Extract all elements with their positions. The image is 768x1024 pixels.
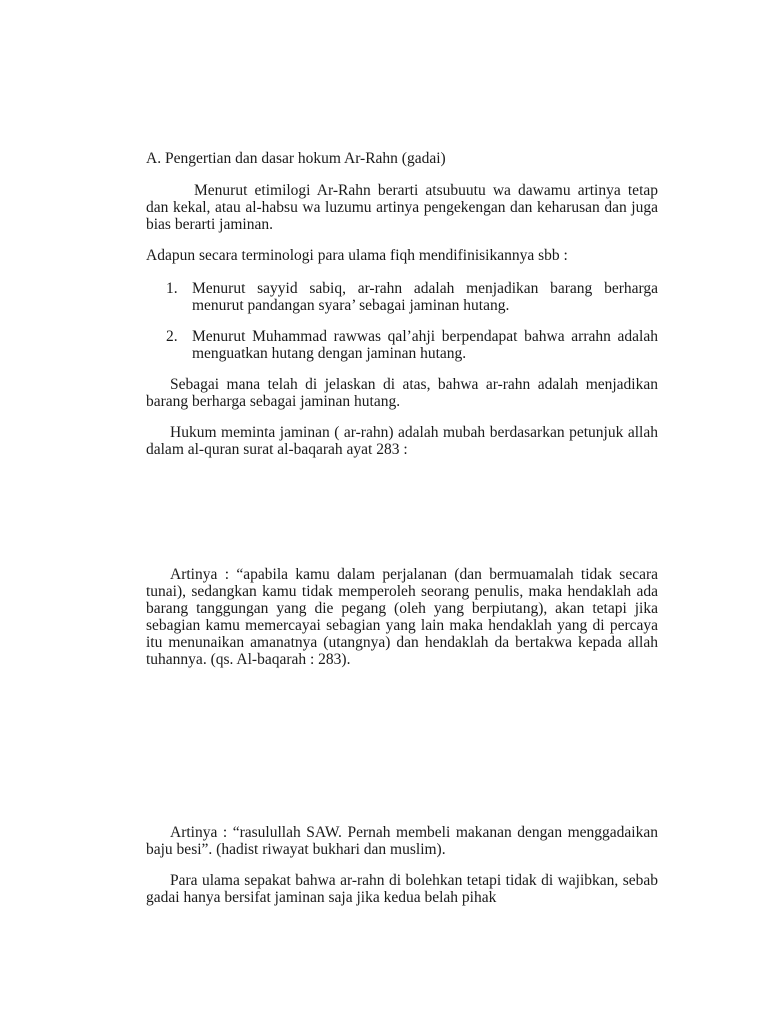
paragraph-etimologi: Menurut etimilogi Ar-Rahn berarti atsubuutu wa dawamu artinya tetap dan kekal, atau al-habsu wa luzumu artinya pengekengan dan keharusan dan juga bias berarti jaminan. [146,182,658,233]
paragraph-artinya-ayat: Artinya : “apabila kamu dalam perjalanan (dan bermuamalah tidak secara tunai), sedangkan kamu tidak memperoleh seorang penulis, maka hendaklah ada barang tanggungan yang die pegang (oleh yang berpiutang), akan tetapi jika sebagian kamu memercayai sebagian yang lain maka hendaklah yang di percaya itu menunaikan amanatnya (utangnya) dan hendaklah da bertakwa kepada allah tuhannya. (qs. Al-baqarah : 283). [146,566,658,668]
list-item [166,280,658,314]
section-heading: A. Pengertian dan dasar hokum Ar-Rahn (gadai) [146,150,446,167]
list-item [166,328,658,362]
list-number: 2. [166,328,178,345]
paragraph-artinya-hadist: Artinya : “rasulullah SAW. Pernah membeli makanan dengan menggadaikan baju besi”. (hadist riwayat bukhari dan muslim). [146,824,658,858]
list-text: Menurut Muhammad rawwas qal’ahji berpendapat bahwa arrahn adalah menguatkan hutang dengan jaminan hutang. [192,328,658,362]
paragraph-ulama: Para ulama sepakat bahwa ar-rahn di bolehkan tetapi tidak di wajibkan, sebab gadai hanya bersifat jaminan saja jika kedua belah pihak [146,872,658,906]
paragraph-hukum: Hukum meminta jaminan ( ar-rahn) adalah mubah berdasarkan petunjuk allah dalam al-quran surat al-baqarah ayat 283 : [146,424,658,458]
paragraph-terminologi-intro: Adapun secara terminologi para ulama fiqh mendifinisikannya sbb : [146,247,568,264]
list-number: 1. [166,280,178,297]
list-text: Menurut sayyid sabiq, ar-rahn adalah menjadikan barang berharga menurut pandangan syara’ sebagai jaminan hutang. [192,280,658,314]
paragraph-summary: Sebagai mana telah di jelaskan di atas, bahwa ar-rahn adalah menjadikan barang berharga sebagai jaminan hutang. [146,376,658,410]
